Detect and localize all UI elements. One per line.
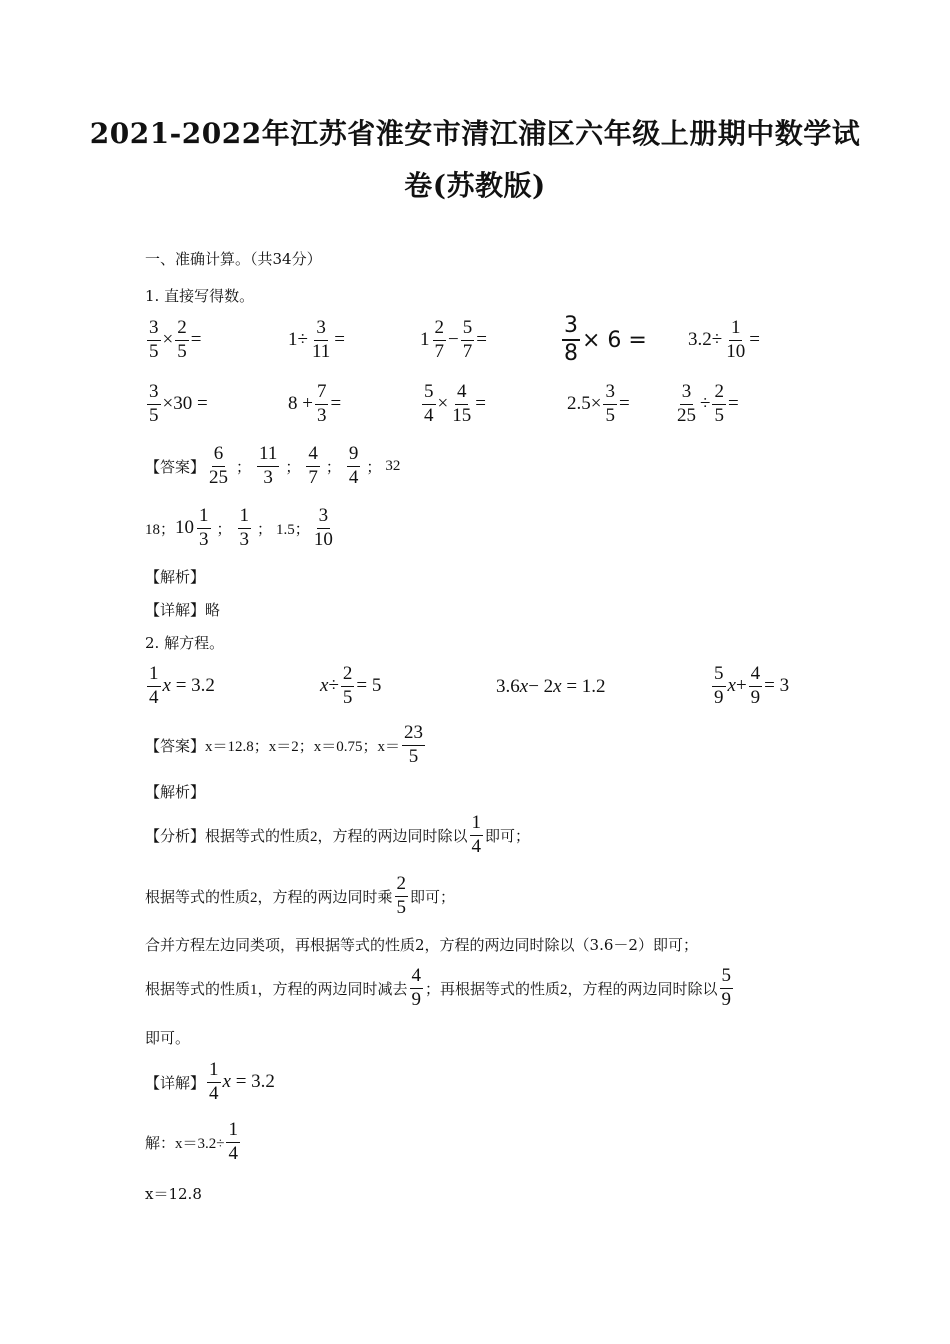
fraction: $\frac{1}{4}$	[149, 663, 159, 708]
calc-item-5: 3.2÷ $\frac{1}{10}$ =	[688, 317, 760, 362]
q2-analysis-line5: 即可。	[145, 1029, 191, 1047]
fraction: $\frac{5}{9}$	[721, 965, 732, 1010]
fraction: $\frac{6}{25}$	[209, 443, 229, 488]
fraction: $\frac{3}{8}$	[564, 313, 578, 367]
q2-analysis-line4: 根据等式的性质1，方程的两边同时减去 $\frac{4}{9}$ ；再根据等式的性质2，方程的两边同时除以 $\frac{5}{9}$	[145, 965, 732, 1010]
fraction: $\frac{1}{4}$	[471, 812, 482, 857]
q2-result: x＝12.8	[145, 1185, 202, 1203]
fraction: $\frac{3}{5}$	[149, 381, 159, 426]
fraction: $\frac{4}{9}$	[750, 663, 761, 708]
q2-solve-step: 解：x＝3.2÷ $\frac{1}{4}$	[145, 1119, 238, 1164]
calc-item-10: $\frac{3}{25}$ ÷ $\frac{2}{5}$ =	[677, 381, 739, 426]
fraction: $\frac{5}{7}$	[462, 317, 473, 362]
fraction: $\frac{11}{3}$	[259, 443, 278, 488]
fraction: $\frac{3}{5}$	[149, 317, 159, 362]
fraction: $\frac{2}{5}$	[177, 317, 187, 362]
equation-1: $\frac{1}{4}$ x = 3.2	[149, 663, 215, 708]
fraction: $\frac{2}{5}$	[714, 381, 724, 426]
q2-analysis-line1: 【分析】根据等式的性质2，方程的两边同时除以 $\frac{1}{4}$ 即可；	[145, 812, 531, 857]
question2-label: 2. 解方程。	[145, 634, 225, 652]
fraction: $\frac{1}{4}$	[209, 1059, 219, 1104]
equation-3: 3.6 x − 2 x = 1.2	[496, 676, 606, 697]
fraction: $\frac{23}{5}$	[404, 722, 424, 767]
q2-analysis-line2: 根据等式的性质2，方程的两边同时乘 $\frac{2}{5}$ 即可；	[145, 873, 456, 918]
q1-answer-line2: 18； 10 $\frac{1}{3}$ ； $\frac{1}{3}$ ； 1.5； $\frac{3}{10}$	[145, 505, 333, 550]
fraction: $\frac{2}{5}$	[396, 873, 407, 918]
question1-label: 1. 直接写得数。	[145, 287, 255, 305]
fraction: $\frac{2}{7}$	[434, 317, 444, 362]
calc-item-7: 8 + $\frac{7}{3}$ =	[288, 381, 342, 426]
q2-answer: 【答案】 x＝12.8；x＝2；x＝0.75；x＝ $\frac{23}{5}$	[145, 722, 424, 767]
q1-analysis-label: 【解析】	[145, 568, 206, 586]
fraction: $\frac{1}{10}$	[726, 317, 746, 362]
document-title-line2: 卷(苏教版)	[404, 169, 546, 202]
q2-analysis-line3: 合并方程左边同类项，再根据等式的性质2，方程的两边同时除以（3.6－2）即可；	[145, 936, 698, 954]
calc-item-1: $\frac{3}{5}$ × $\frac{2}{5}$ =	[149, 317, 202, 362]
calc-item-6: $\frac{3}{5}$ ×30 =	[149, 381, 208, 426]
fraction: $\frac{7}{3}$	[316, 381, 327, 426]
q2-detail: 【详解】 $\frac{1}{4}$ x = 3.2	[145, 1059, 275, 1104]
fraction: $\frac{5}{9}$	[714, 663, 724, 708]
document-title-line1: 2021-2022年江苏省淮安市清江浦区六年级上册期中数学试	[89, 117, 861, 150]
fraction: $\frac{3}{10}$	[313, 505, 333, 550]
fraction: $\frac{9}{4}$	[348, 443, 359, 488]
fraction: $\frac{4}{7}$	[308, 443, 318, 488]
calc-item-4: $\frac{3}{8}$ × 6 =	[564, 313, 647, 367]
calc-item-2: 1÷ $\frac{3}{11}$ =	[288, 317, 345, 362]
q1-answer-line1: 【答案】 $\frac{6}{25}$ ； $\frac{11}{3}$ ； $\frac{4}{7}$ ； $\frac{9}{4}$ ； 32	[145, 443, 401, 488]
fraction: $\frac{1}{4}$	[228, 1119, 238, 1164]
fraction: $\frac{3}{5}$	[605, 381, 615, 426]
equation-2: x ÷ $\frac{2}{5}$ = 5	[320, 663, 382, 708]
fraction: $\frac{3}{25}$	[677, 381, 696, 426]
q2-analysis-label: 【解析】	[145, 783, 206, 801]
calc-item-3: 1 $\frac{2}{7}$ − $\frac{5}{7}$ =	[420, 317, 487, 362]
fraction: $\frac{1}{3}$	[239, 505, 250, 550]
section-heading: 一、准确计算。（共34分）	[145, 250, 322, 268]
fraction: $\frac{1}{3}$	[199, 505, 209, 550]
fraction: $\frac{5}{4}$	[424, 381, 434, 426]
fraction: $\frac{3}{11}$	[311, 317, 331, 362]
calc-item-9: 2.5× $\frac{3}{5}$ =	[567, 381, 630, 426]
fraction: $\frac{4}{9}$	[411, 965, 422, 1010]
calc-item-8: $\frac{5}{4}$ × $\frac{4}{15}$ =	[424, 381, 486, 426]
fraction: $\frac{2}{5}$	[342, 663, 353, 708]
fraction: $\frac{4}{15}$	[452, 381, 472, 426]
equation-4: $\frac{5}{9}$ x + $\frac{4}{9}$ = 3	[714, 663, 790, 708]
q1-detail: 【详解】略	[145, 601, 221, 619]
